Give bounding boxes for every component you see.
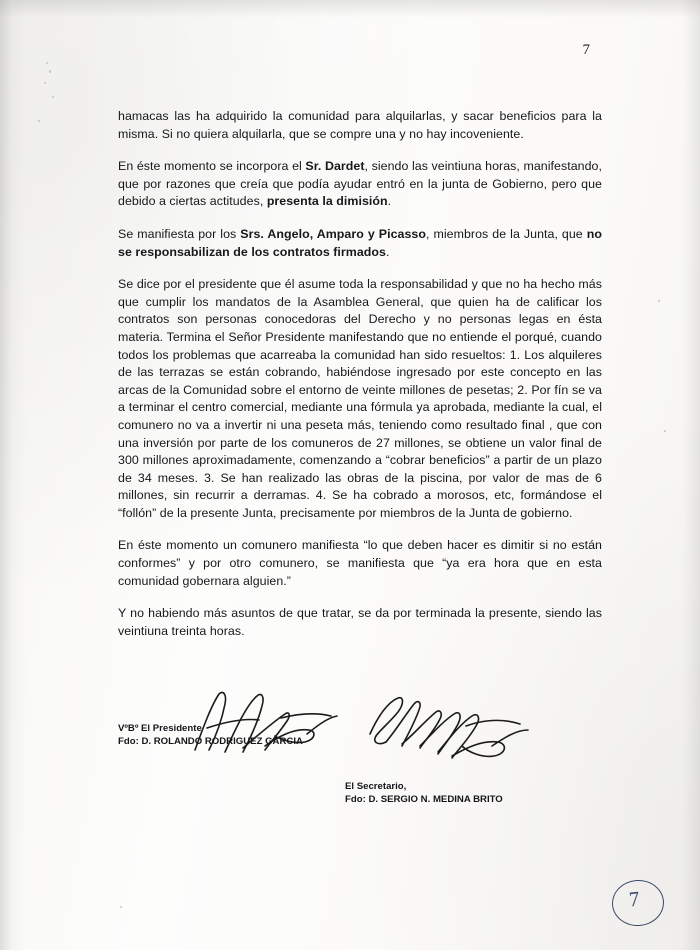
paragraph-2 bbox=[118, 158, 602, 211]
run-text: , siendo las veintiuna horas, manifestando, que por razones que creía que podía ayudar entró en la junta de Gobierno, pero que debido a ciertas actitudes, bbox=[118, 159, 602, 209]
emphasis-text: presenta la dimisión bbox=[266, 194, 388, 209]
run-text: . bbox=[385, 244, 390, 259]
paragraph-1 bbox=[118, 108, 602, 143]
run-text: Y no habiendo más asuntos de que tratar, se da por terminada la presente, siendo las veintiuna treinta horas. bbox=[118, 606, 602, 638]
secretary-name: Fdo: D. SERGIO N. MEDINA BRITO bbox=[345, 794, 503, 805]
run-text: Se manifiesta por los bbox=[118, 226, 241, 241]
secretary-signature-block bbox=[345, 780, 595, 806]
emphasis-text: no se responsabilizan de los contratos firmados bbox=[118, 226, 602, 259]
scan-edge-shadow-left bbox=[0, 0, 26, 950]
paragraph-3 bbox=[118, 226, 602, 261]
scan-edge-shadow-top bbox=[0, 0, 700, 18]
run-text: En éste momento se incorpora el bbox=[118, 159, 306, 174]
document-body bbox=[118, 108, 602, 655]
emphasis-text: Srs. Angelo, Amparo y Picasso bbox=[240, 226, 426, 241]
scan-speck bbox=[664, 430, 666, 432]
paragraph-6 bbox=[118, 605, 602, 640]
run-text: . bbox=[387, 194, 392, 209]
scan-speck bbox=[120, 906, 122, 908]
run-text: Se dice por el presidente que él asume toda la responsabilidad y que no ha hecho más que cumplir los mandatos de la Asamblea General, que quien ha de calificar los contratos son personas conocedoras del Derecho y no personas legas en ésta materia. Termina el Señor Presidente manifestando que no entiende el porqué, cuando todos los problemas que acarreaba la comunidad han sido resueltos: 1. Los alquileres de las terrazas se están cobrando, habiéndose ingresado por este concepto en las arcas de la Comunidad sobre el entorno de veinte millones de pesetas; 2. Por fín se va a terminar el centro comercial, mediante una fórmula ya aprobada, mediante la cual, el comunero no va a invertir ni una peseta más, teniendo como resultado final , que con una inversión por parte de los comuneros de 27 millones, se obtiene un valor final de 300 millones aproximadamente, comenzando a “cobrar beneficios” a partir de un plazo de 34 meses. 3. Se han realizado las obras de la piscina, por valor de mas de 6 millones, sin recurrir a derramas. 4. Se ha cobrado a morosos, etc, formándose el “follón” de la presente Junta, precisamente por miembros de la Junta de gobierno. bbox=[118, 277, 602, 520]
scan-speck bbox=[658, 300, 660, 302]
paragraph-5 bbox=[118, 537, 602, 590]
scan-speck bbox=[44, 82, 46, 84]
scan-speck bbox=[38, 120, 40, 122]
page-number-header: 7 bbox=[582, 42, 590, 58]
scan-speck bbox=[49, 70, 51, 73]
page-stamp-number: 7 bbox=[627, 886, 641, 912]
page-stamp bbox=[612, 880, 664, 926]
scan-speck bbox=[46, 62, 48, 64]
secretary-signature-mark bbox=[362, 690, 537, 770]
secretary-role: El Secretario, bbox=[345, 781, 407, 792]
run-text: En éste momento un comunero manifiesta “lo que deben hacer es dimitir si no están conformes” y por otro comunero, se manifiesta que “ya era hora que en esta comunidad gobernara alguien.” bbox=[118, 538, 602, 588]
run-text: , miembros de la Junta, que bbox=[425, 226, 587, 241]
scan-speck bbox=[52, 96, 54, 98]
president-signature-block bbox=[118, 722, 348, 748]
scan-edge-shadow-right bbox=[682, 0, 700, 950]
president-role: VºBº El Presidente bbox=[118, 723, 202, 734]
president-name: Fdo: D. ROLANDO RODRIGUEZ GARCIA bbox=[118, 736, 303, 747]
run-text: hamacas las ha adquirido la comunidad para alquilarlas, y sacar beneficios para la misma. Si no quiera alquilarla, que se compre una y no hay incoveniente. bbox=[118, 109, 602, 141]
paragraph-4 bbox=[118, 276, 602, 522]
emphasis-text: Sr. Dardet bbox=[305, 159, 365, 174]
